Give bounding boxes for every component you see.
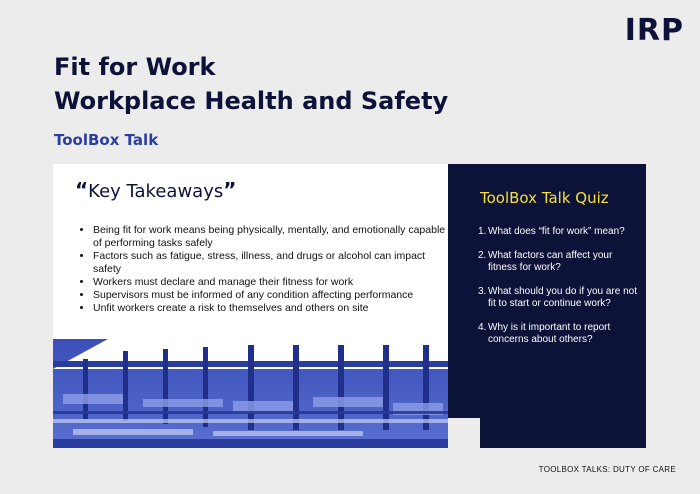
question-text: What does “fit for work” mean?: [488, 226, 625, 237]
open-quote-icon: “: [75, 178, 89, 202]
list-item: • Factors such as fatigue, stress, illness, and drugs or alcohol can impact safety: [93, 250, 448, 276]
key-takeaways-heading-text: Key Takeaways: [88, 181, 224, 202]
title-line-2: Workplace Health and Safety: [54, 87, 449, 115]
list-item: • Workers must declare and manage their fitness for work: [93, 276, 448, 289]
title-line-1: Fit for Work: [54, 53, 216, 81]
key-takeaways-heading: [75, 178, 236, 202]
quiz-question: [478, 286, 638, 311]
quiz-list: [478, 226, 638, 358]
page-subtitle: ToolBox Talk: [54, 131, 159, 149]
question-text: What should you do if you are not fit to start or continue work?: [488, 285, 637, 309]
factory-photo: [53, 339, 448, 448]
page-title: [54, 50, 448, 118]
key-takeaways-list: [83, 224, 448, 315]
quiz-question: [478, 226, 638, 239]
list-item: • Supervisors must be informed of any condition affecting performance: [93, 289, 448, 302]
quiz-card: [448, 164, 646, 448]
quiz-title: ToolBox Talk Quiz: [480, 189, 609, 207]
question-number: 4.: [478, 321, 487, 333]
question-number: 2.: [478, 249, 487, 261]
close-quote-icon: ”: [223, 178, 237, 202]
quiz-question: [478, 250, 638, 275]
quiz-question: [478, 322, 638, 347]
list-item: • Being fit for work means being physically, mentally, and emotionally capable of performing tasks safely: [93, 224, 448, 250]
question-number: 3.: [478, 285, 487, 297]
list-item: • Unfit workers create a risk to themselves and others on site: [93, 302, 448, 315]
footer-label: TOOLBOX TALKS: DUTY OF CARE: [538, 465, 676, 474]
key-takeaways-card: [53, 164, 448, 448]
irp-logo: IRP: [624, 13, 684, 48]
question-number: 1.: [478, 226, 487, 237]
question-text: What factors can affect your fitness for work?: [488, 249, 613, 273]
question-text: Why is it important to report concerns about others?: [488, 321, 611, 345]
card-notch: [448, 418, 480, 448]
